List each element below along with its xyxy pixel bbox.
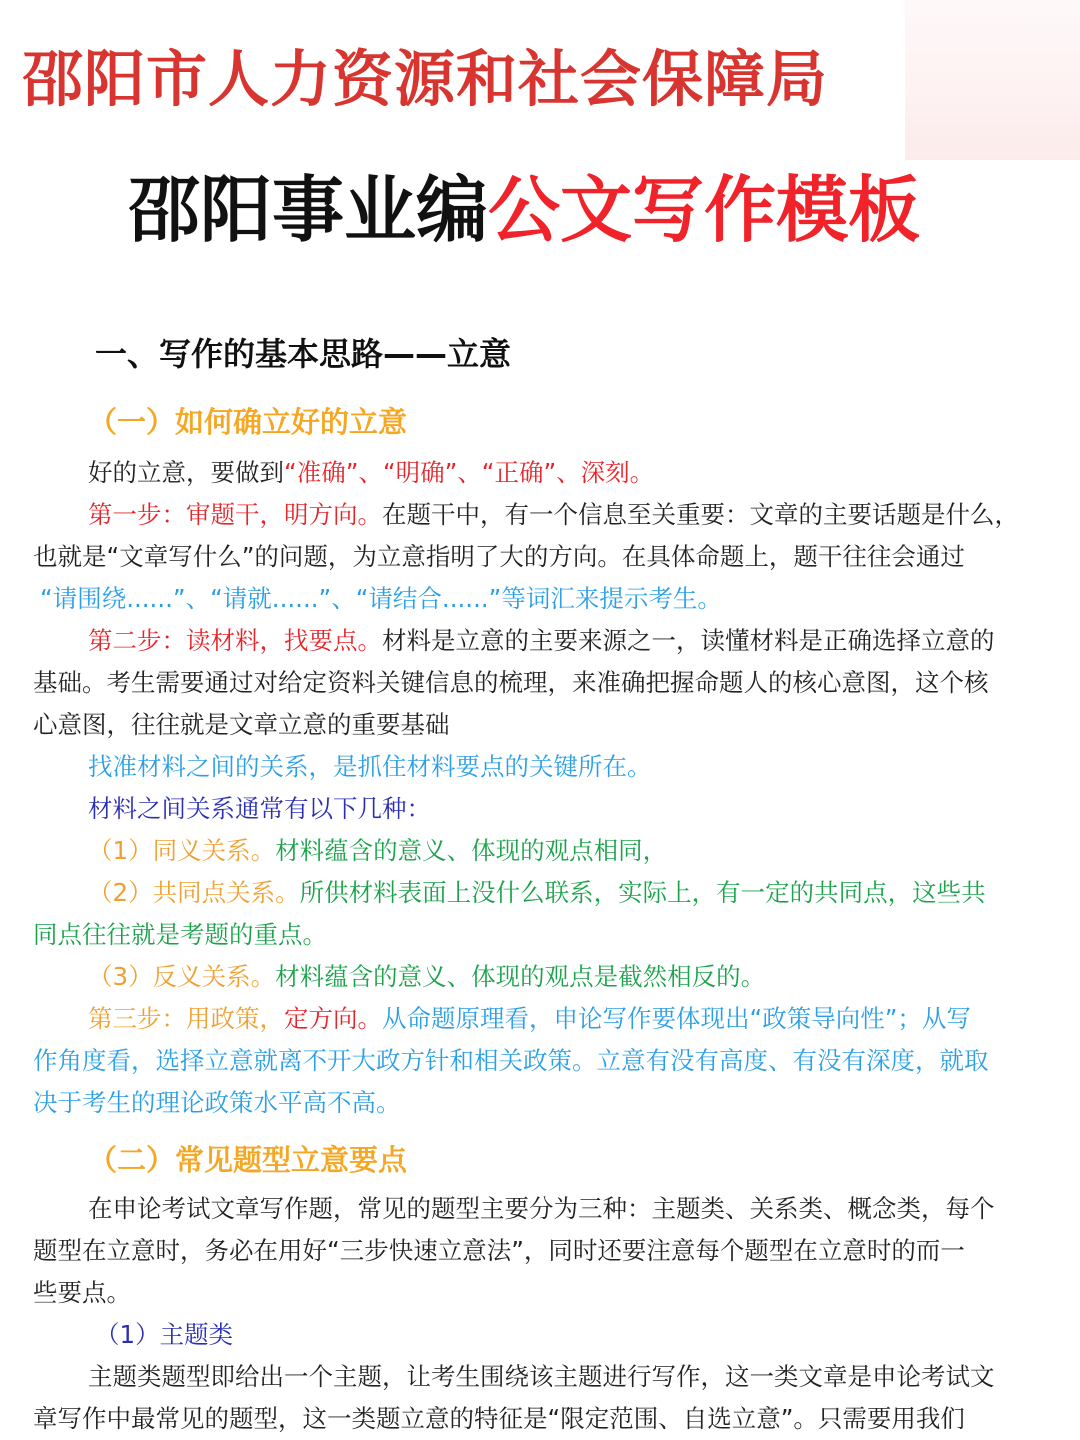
subsection-heading-2: （二）常见题型立意要点 [88,1143,408,1177]
subsection-heading-1: （一）如何确立好的立意 [88,405,408,439]
relation-1-label: （1）同义关系。 [88,836,276,865]
type1-label: （1）主题类 [95,1320,234,1349]
intro-prefix: 好的立意，要做到 [88,458,284,487]
relation-3 [88,956,1049,998]
type1-line-2: 章写作中最常见的题型，这一类题立意的特征是“限定范围、自选立意”。只需要用我们 [33,1404,965,1433]
step3-line-3: 决于考生的理论政策水平高不高。 [33,1088,401,1117]
sub2-line-2: 题型在立意时，务必在用好“三步快速立意法”，同时还要注意每个题型在立意时的而一 [33,1236,965,1265]
step3-line-2: 作角度看，选择立意就离不开大政方针和相关政策。立意有没有高度、有没有深度，就取 [33,1046,989,1075]
relation-3-label: （3）反义关系。 [88,962,276,991]
relation-2-label: （2）共同点关系。 [88,878,300,907]
step1-text-1: 在题干中，有一个信息至关重要：文章的主要话题是什么， [382,500,1019,529]
step1-line-2: 也就是“文章写什么”的问题，为立意指明了大的方向。在具体命题上，题干往往会通过 [33,542,965,571]
step2-line-1 [88,620,1049,662]
section-heading: 一、写作的基本思路——立意 [95,335,512,373]
step3-label-b: 定方向。 [284,1004,382,1033]
relation-intro: 材料之间关系通常有以下几种： [88,794,431,823]
org-title: 邵阳市人力资源和社会保障局 [22,44,829,115]
step1-line-3: “请围绕......”、“请就......”、“请结合......”等词汇来提示考生。 [40,584,722,613]
document-title [0,162,1048,258]
relation-1 [88,830,1049,872]
corner-decoration [905,0,1080,160]
step2-line-3: 心意图，往往就是文章立意的重要基础 [33,710,450,739]
relation-2 [88,872,1049,914]
step3-text-1: 从命题原理看，申论写作要体现出“政策导向性”；从写 [382,1004,971,1033]
intro-paragraph [88,452,1049,494]
relation-1-text: 材料蕴含的意义、体现的观点相同， [275,836,668,865]
step3-line-1 [88,998,1049,1040]
document-title-red: 公文写作模板 [488,167,921,252]
step1-label: 第一步：审题干，明方向。 [88,500,382,529]
step2-text-1: 材料是立意的主要来源之一，读懂材料是正确选择立意的 [382,626,995,655]
relation-2-line-2: 同点往往就是考题的重点。 [33,920,327,949]
step2-line-2: 基础。考生需要通过对给定资料关键信息的梳理，来准确把握命题人的核心意图，这个核 [33,668,989,697]
step2-label: 第二步：读材料，找要点。 [88,626,382,655]
step1-line-1 [88,494,1049,536]
type1-line-1: 主题类题型即给出一个主题，让考生围绕该主题进行写作，这一类文章是申论考试文 [88,1362,995,1391]
document-title-black: 邵阳事业编 [127,167,488,252]
intro-highlight: “准确”、“明确”、“正确”、深刻。 [284,458,655,487]
relation-3-text: 材料蕴含的意义、体现的观点是截然相反的。 [275,962,766,991]
key-sentence: 找准材料之间的关系，是抓住材料要点的关键所在。 [88,752,652,781]
sub2-line-3: 些要点。 [33,1278,131,1307]
relation-2-text-1: 所供材料表面上没什么联系，实际上，有一定的共同点，这些共 [299,878,986,907]
step3-label-a: 第三步：用政策， [88,1004,284,1033]
sub2-line-1: 在申论考试文章写作题，常见的题型主要分为三种：主题类、关系类、概念类，每个 [88,1194,995,1223]
